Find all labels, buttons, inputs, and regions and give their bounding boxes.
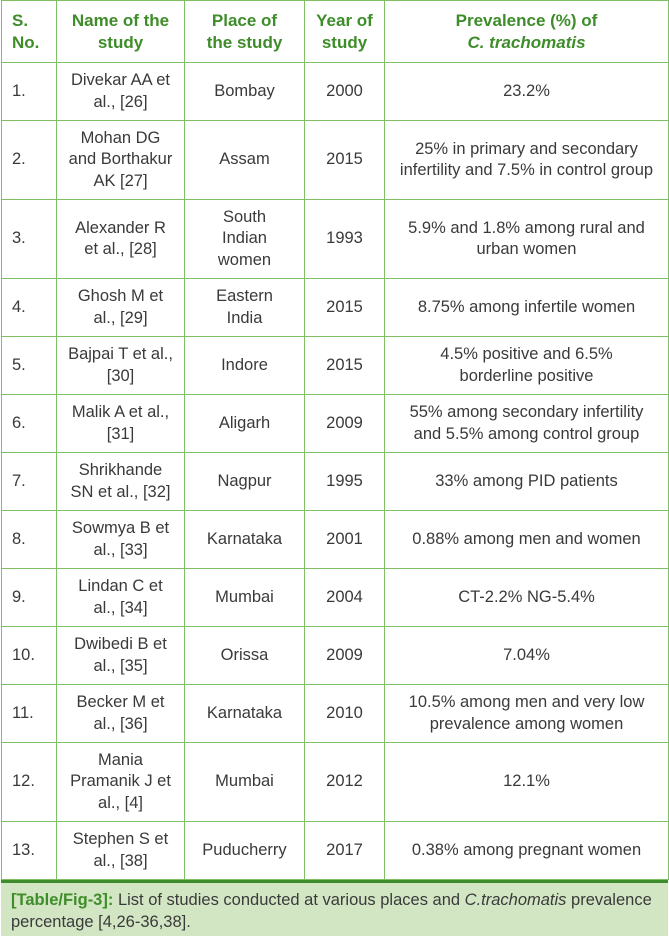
cell-year: 1995 xyxy=(305,453,385,511)
cell-year: 2001 xyxy=(305,511,385,569)
cell-study-name: Becker M et al., [36] xyxy=(57,685,185,743)
cell-serial-number: 4. xyxy=(2,279,57,337)
cell-study-name: Divekar AA et al., [26] xyxy=(57,63,185,121)
cell-serial-number: 8. xyxy=(2,511,57,569)
cell-serial-number: 9. xyxy=(2,569,57,627)
cell-prevalence: 23.2% xyxy=(385,63,669,121)
cell-serial-number: 6. xyxy=(2,395,57,453)
cell-place: Bombay xyxy=(185,63,305,121)
cell-study-name: Dwibedi B et al., [35] xyxy=(57,627,185,685)
header-row xyxy=(2,1,669,63)
header-study-name: Name of the study xyxy=(57,1,185,63)
table-row xyxy=(2,822,669,880)
table-row xyxy=(2,279,669,337)
cell-serial-number: 1. xyxy=(2,63,57,121)
cell-year: 2009 xyxy=(305,395,385,453)
table-row xyxy=(2,511,669,569)
cell-prevalence: 8.75% among infertile women xyxy=(385,279,669,337)
cell-year: 2015 xyxy=(305,121,385,200)
cell-prevalence: 25% in primary and secondary infertility and 7.5% in control group xyxy=(385,121,669,200)
table-row xyxy=(2,121,669,200)
cell-place: Assam xyxy=(185,121,305,200)
table-row xyxy=(2,685,669,743)
cell-serial-number: 12. xyxy=(2,743,57,822)
table-row xyxy=(2,627,669,685)
cell-prevalence: 0.88% among men and women xyxy=(385,511,669,569)
caption-label: [Table/Fig-3]: xyxy=(11,891,114,909)
cell-place: South Indian women xyxy=(185,200,305,279)
caption-text-end: prevalence percentage [4,26-36,38]. xyxy=(11,891,652,931)
cell-place: Aligarh xyxy=(185,395,305,453)
cell-study-name: Mania Pramanik J et al., [4] xyxy=(57,743,185,822)
cell-study-name: Sowmya B et al., [33] xyxy=(57,511,185,569)
cell-study-name: Alexander R et al., [28] xyxy=(57,200,185,279)
cell-prevalence: 33% among PID patients xyxy=(385,453,669,511)
cell-place: Orissa xyxy=(185,627,305,685)
table-row xyxy=(2,63,669,121)
cell-year: 2000 xyxy=(305,63,385,121)
table-row xyxy=(2,395,669,453)
table-row xyxy=(2,743,669,822)
table-row xyxy=(2,200,669,279)
table-row xyxy=(2,569,669,627)
cell-year: 2004 xyxy=(305,569,385,627)
cell-prevalence: 55% among secondary infertility and 5.5% among control group xyxy=(385,395,669,453)
cell-prevalence: 0.38% among pregnant women xyxy=(385,822,669,880)
header-place: Place of the study xyxy=(185,1,305,63)
cell-prevalence: 12.1% xyxy=(385,743,669,822)
table-figure xyxy=(1,0,668,936)
header-year: Year of study xyxy=(305,1,385,63)
cell-place: Nagpur xyxy=(185,453,305,511)
cell-place: Mumbai xyxy=(185,743,305,822)
cell-serial-number: 2. xyxy=(2,121,57,200)
cell-prevalence: 4.5% positive and 6.5% borderline positive xyxy=(385,337,669,395)
cell-prevalence: 5.9% and 1.8% among rural and urban women xyxy=(385,200,669,279)
cell-year: 1993 xyxy=(305,200,385,279)
cell-serial-number: 10. xyxy=(2,627,57,685)
cell-year: 2017 xyxy=(305,822,385,880)
cell-serial-number: 3. xyxy=(2,200,57,279)
header-prevalence: Prevalence (%) of C. trachomatis xyxy=(385,1,669,63)
table-caption xyxy=(1,880,668,936)
cell-place: Puducherry xyxy=(185,822,305,880)
cell-year: 2009 xyxy=(305,627,385,685)
table-header xyxy=(2,1,669,63)
cell-serial-number: 13. xyxy=(2,822,57,880)
cell-prevalence: 10.5% among men and very low prevalence among women xyxy=(385,685,669,743)
cell-place: Mumbai xyxy=(185,569,305,627)
cell-year: 2012 xyxy=(305,743,385,822)
cell-study-name: Lindan C et al., [34] xyxy=(57,569,185,627)
table-body xyxy=(2,63,669,880)
cell-prevalence: 7.04% xyxy=(385,627,669,685)
caption-species: C.trachomatis xyxy=(464,891,567,909)
cell-place: Indore xyxy=(185,337,305,395)
caption-text: List of studies conducted at various places and xyxy=(113,891,465,909)
cell-study-name: Stephen S et al., [38] xyxy=(57,822,185,880)
cell-study-name: Shrikhande SN et al., [32] xyxy=(57,453,185,511)
cell-study-name: Malik A et al., [31] xyxy=(57,395,185,453)
cell-year: 2015 xyxy=(305,279,385,337)
cell-study-name: Ghosh M et al., [29] xyxy=(57,279,185,337)
cell-place: Karnataka xyxy=(185,511,305,569)
cell-place: Eastern India xyxy=(185,279,305,337)
cell-serial-number: 11. xyxy=(2,685,57,743)
table-row xyxy=(2,453,669,511)
table-row xyxy=(2,337,669,395)
studies-table xyxy=(1,0,669,880)
header-serial-number: S. No. xyxy=(2,1,57,63)
cell-study-name: Mohan DG and Borthakur AK [27] xyxy=(57,121,185,200)
cell-prevalence: CT-2.2% NG-5.4% xyxy=(385,569,669,627)
cell-study-name: Bajpai T et al., [30] xyxy=(57,337,185,395)
cell-serial-number: 5. xyxy=(2,337,57,395)
cell-year: 2015 xyxy=(305,337,385,395)
cell-serial-number: 7. xyxy=(2,453,57,511)
cell-year: 2010 xyxy=(305,685,385,743)
cell-place: Karnataka xyxy=(185,685,305,743)
